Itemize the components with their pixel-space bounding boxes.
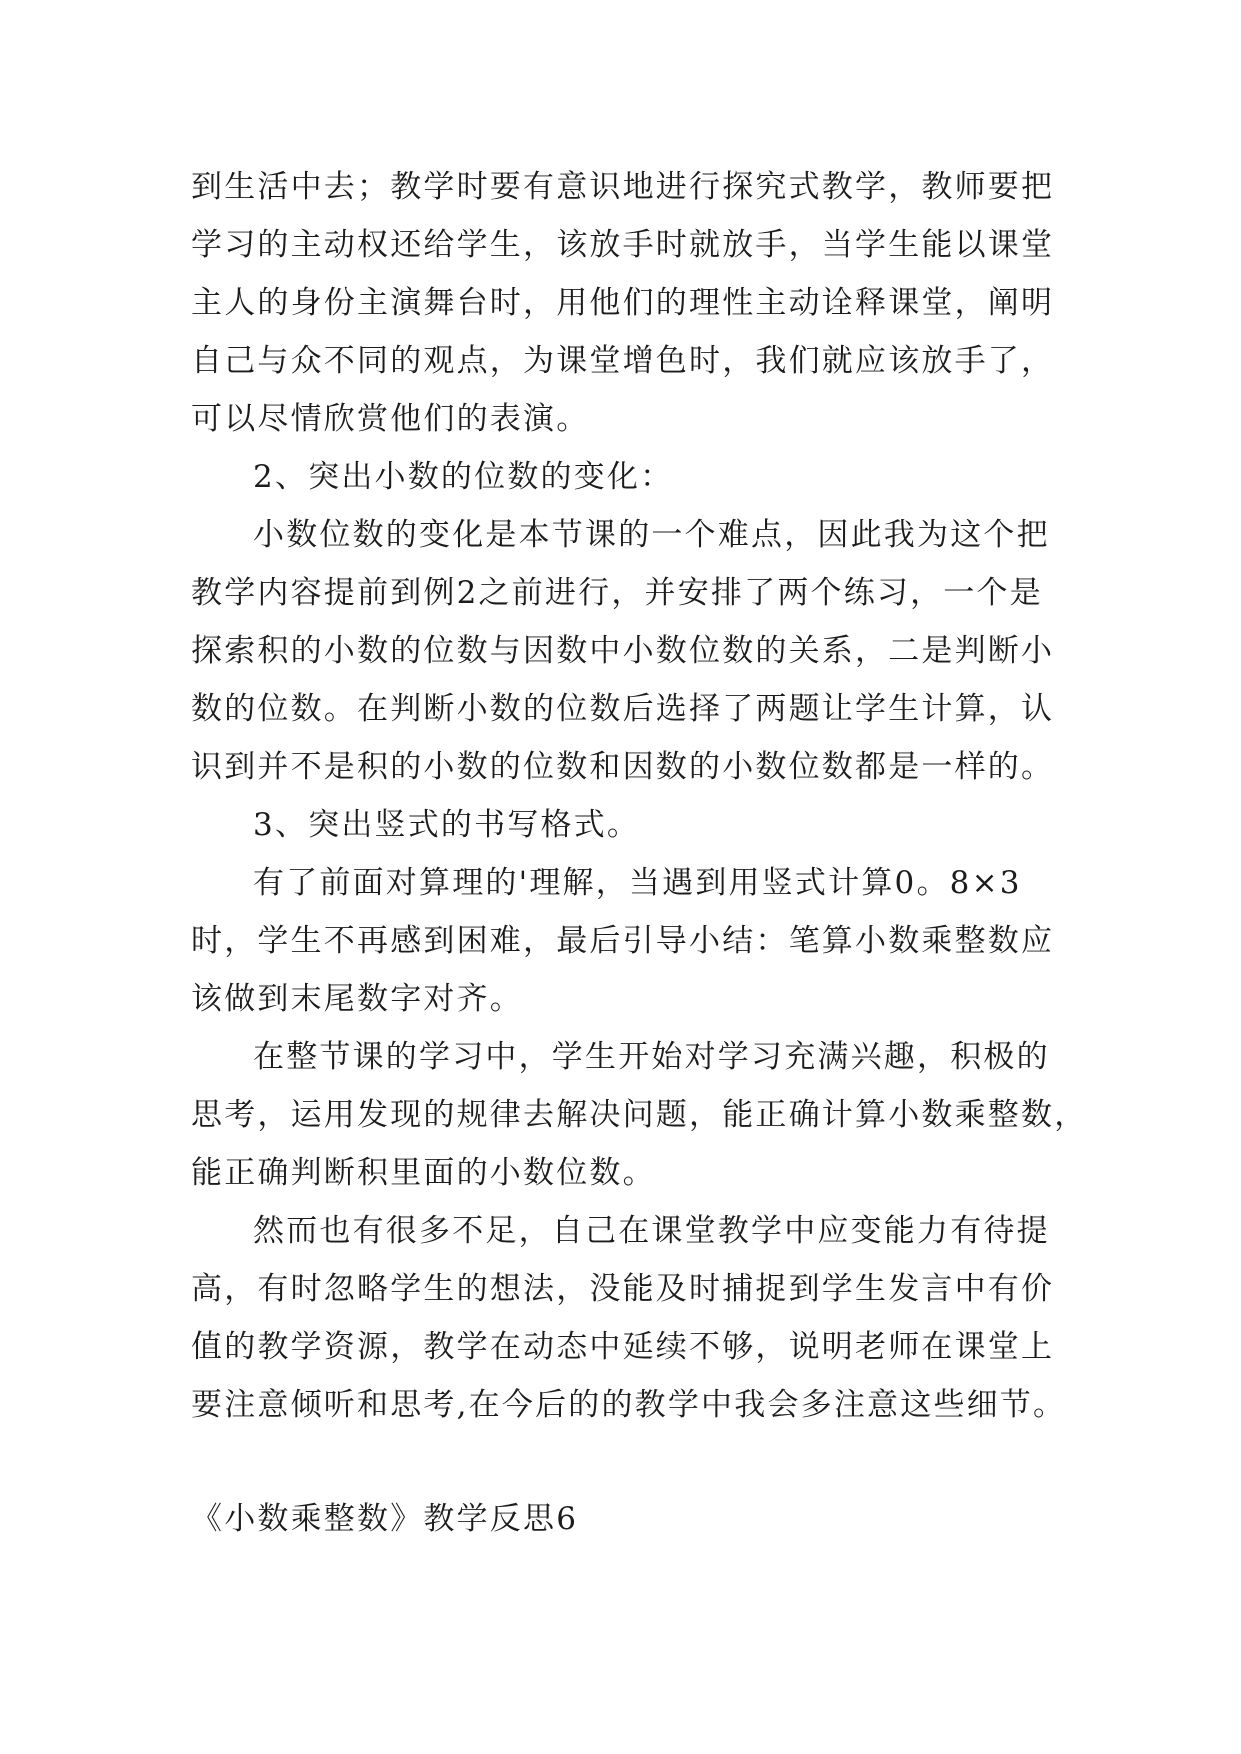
list-item-heading: 3、突出竖式的书写格式。 bbox=[253, 807, 641, 843]
text-line: 要注意倾听和思考,在今后的的教学中我会多注意这些细节。 bbox=[191, 1387, 1067, 1423]
text-line: 主人的身份主演舞台时，用他们的理性主动诠释课堂，阐明 bbox=[191, 285, 1055, 321]
text-line: 能正确判断积里面的小数位数。 bbox=[191, 1155, 656, 1191]
text-line: 可以尽情欣赏他们的表演。 bbox=[191, 401, 590, 437]
paragraph-first-line: 小数位数的变化是本节课的一个难点，因此我为这个把 bbox=[253, 517, 1050, 553]
text-line: 探索积的小数的位数与因数中小数位数的关系，二是判断小 bbox=[191, 633, 1055, 669]
text-line: 思考，运用发现的规律去解决问题，能正确计算小数乘整数， bbox=[191, 1097, 1088, 1133]
section-title: 《小数乘整数》教学反思6 bbox=[191, 1501, 579, 1537]
section-spacer bbox=[191, 1434, 1051, 1490]
list-item-heading: 2、突出小数的位数的变化： bbox=[253, 459, 674, 495]
text-line: 自己与众不同的观点，为课堂增色时，我们就应该放手了， bbox=[191, 343, 1055, 379]
text-line: 识到并不是积的小数的位数和因数的小数位数都是一样的。 bbox=[191, 749, 1055, 785]
document-body bbox=[191, 158, 1088, 1548]
paragraph-first-line: 在整节课的学习中，学生开始对学习充满兴趣，积极的 bbox=[253, 1039, 1050, 1075]
paragraph-first-line: 然而也有很多不足，自己在课堂教学中应变能力有待提 bbox=[253, 1213, 1050, 1249]
text-line: 教学内容提前到例2之前进行，并安排了两个练习，一个是 bbox=[191, 575, 1043, 611]
text-line: 数的位数。在判断小数的位数后选择了两题让学生计算，认 bbox=[191, 691, 1055, 727]
text-line: 值的教学资源，教学在动态中延续不够，说明老师在课堂上 bbox=[191, 1329, 1055, 1365]
text-line: 学习的主动权还给学生，该放手时就放手，当学生能以课堂 bbox=[191, 227, 1055, 263]
text-line: 时，学生不再感到困难，最后引导小结：笔算小数乘整数应 bbox=[191, 923, 1055, 959]
paragraph-first-line: 有了前面对算理的'理解，当遇到用竖式计算0。8×3 bbox=[253, 865, 1022, 901]
text-line: 高，有时忽略学生的想法，没能及时捕捉到学生发言中有价 bbox=[191, 1271, 1055, 1307]
text-line: 该做到末尾数字对齐。 bbox=[191, 981, 523, 1017]
text-line: 到生活中去；教学时要有意识地进行探究式教学，教师要把 bbox=[191, 169, 1055, 205]
